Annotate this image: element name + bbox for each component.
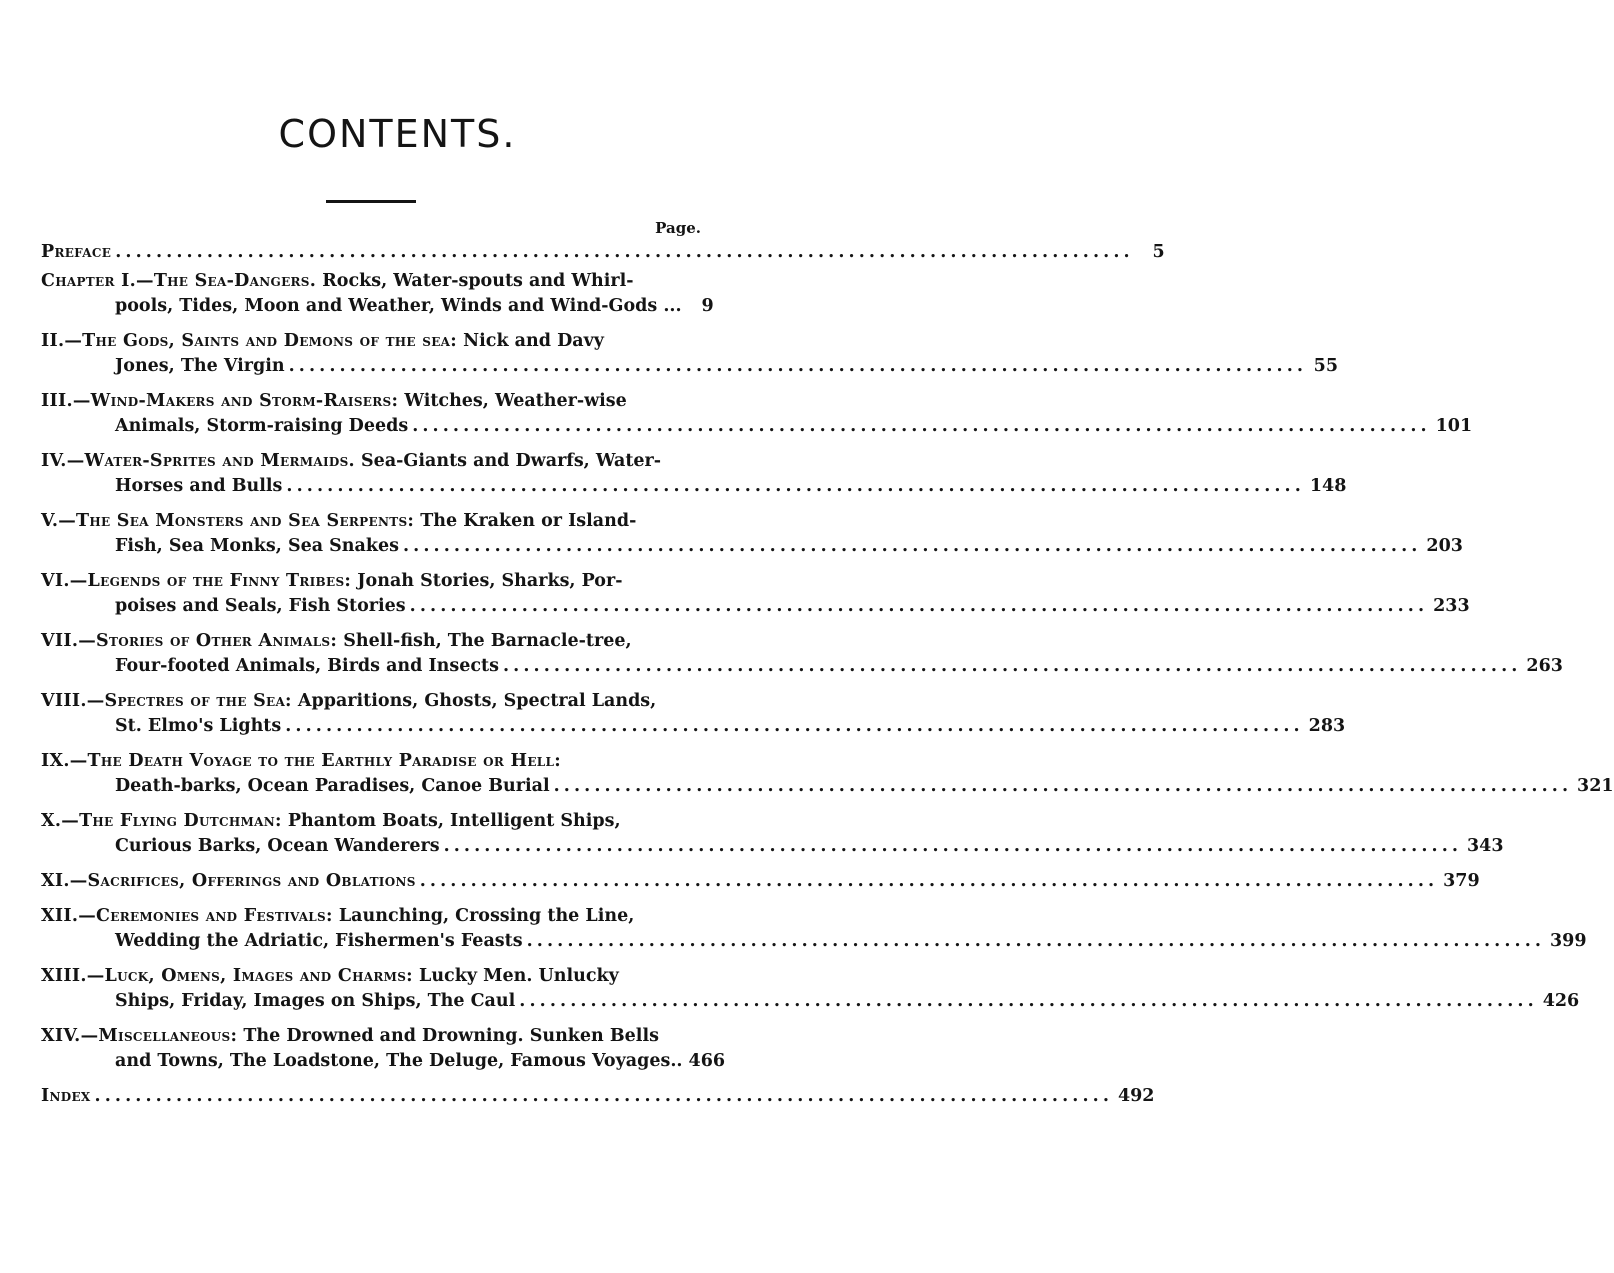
toc-entry-chapter-1 [41,269,714,319]
toc-entry-chapter-14 [41,1024,726,1074]
dot-leader [285,354,1306,379]
entry-text: Phantom Boats, Intelligent Ships, [281,811,621,831]
dot-leader [440,834,1461,859]
page-number: 263 [1526,656,1563,676]
entry-heading: II.—The Gods, Saints and Demons of the sea: [41,331,458,351]
entry-heading: III.—Wind-Makers and Storm-Raisers: [41,391,399,411]
entry-heading: Preface [41,242,112,262]
entry-text: Witches, Weather-wise [398,391,627,411]
toc-entry-chapter-4 [41,449,1347,499]
page-number: 399 [1550,931,1587,951]
page-number: 148 [1309,476,1347,496]
entry-continuation: pools, Tides, Moon and Weather, Winds and Wind-Gods ... [115,296,682,316]
entry-continuation: Jones, The Virgin [115,356,285,376]
dot-leader [515,989,1536,1014]
toc-entry-chapter-8 [41,689,1346,739]
entry-text: Shell-fish, The Barnacle-tree, [337,631,632,651]
entry-heading: XI.—Sacrifices, Offerings and Oblations [41,871,416,891]
dot-leader [408,414,1429,439]
toc-entry-chapter-6 [41,569,1470,619]
entry-text: Nick and Davy [457,331,604,351]
page-number: 233 [1433,596,1470,616]
entry-text: Launching, Crossing the Line, [332,906,635,926]
entry-text: Apparitions, Ghosts, Spectral Lands, [291,691,657,711]
dot-leader [416,869,1437,894]
entry-continuation: poises and Seals, Fish Stories [115,596,406,616]
entry-heading: Index [41,1086,91,1106]
entry-continuation: Four-footed Animals, Birds and Insects [115,656,499,676]
toc-entry-chapter-12 [41,904,1587,954]
dot-leader [550,774,1571,799]
page-number: 9 [701,296,714,316]
entry-continuation: Fish, Sea Monks, Sea Snakes [115,536,399,556]
dot-leader [91,1084,1112,1109]
dot-leader [111,240,1132,265]
page-number: 492 [1117,1086,1155,1106]
dot-leader [282,474,1303,499]
dot-leader [523,929,1544,954]
entry-heading: XII.—Ceremonies and Festivals: [41,906,333,926]
entry-continuation: Wedding the Adriatic, Fishermen's Feasts [115,931,523,951]
toc-entry-chapter-11 [41,869,1480,894]
page-column-header: Page. [655,219,701,237]
entry-continuation: St. Elmo's Lights [115,716,282,736]
page-title: CONTENTS. [278,112,517,156]
toc-entry-chapter-3 [41,389,1473,439]
dot-leader [399,534,1420,559]
page-number: 55 [1313,356,1338,376]
entry-text: The Kraken or Island- [414,511,637,531]
page-number: 379 [1443,871,1480,891]
table-of-contents [41,240,1614,1119]
page-number: 466 [688,1051,726,1071]
entry-heading: VII.—Stories of Other Animals: [41,631,338,651]
dot-leader [281,714,1302,739]
toc-entry-chapter-9 [41,749,1614,799]
page-number: 426 [1542,991,1580,1011]
entry-text: Lucky Men. Unlucky [412,966,619,986]
entry-continuation: and Towns, The Loadstone, The Deluge, Famous Voyages.. [115,1051,683,1071]
entry-heading: X.—The Flying Dutchman: [41,811,282,831]
entry-text: Sea-Giants and Dwarfs, Water- [354,451,662,471]
title-divider [326,200,416,203]
toc-entry-index [41,1084,1155,1109]
entry-text: Rocks, Water-spouts and Whirl- [316,271,634,291]
dot-leader [406,594,1427,619]
toc-entry-chapter-7 [41,629,1563,679]
toc-entry-chapter-13 [41,964,1580,1014]
entry-heading: XIII.—Luck, Omens, Images and Charms: [41,966,413,986]
entry-heading: VI.—Legends of the Finny Tribes: [41,571,352,591]
toc-entry-chapter-10 [41,809,1504,859]
entry-heading: IX.—The Death Voyage to the Earthly Paradise or Hell: [41,751,562,771]
entry-continuation: Horses and Bulls [115,476,283,496]
entry-continuation: Animals, Storm-raising Deeds [115,416,409,436]
entry-continuation: Curious Barks, Ocean Wanderers [115,836,440,856]
page-number: 5 [1152,242,1165,262]
page-number: 321 [1577,776,1614,796]
page-number: 343 [1466,836,1504,856]
toc-entry-chapter-2 [41,329,1338,379]
entry-continuation: Ships, Friday, Images on Ships, The Caul [115,991,516,1011]
page-number: 101 [1435,416,1473,436]
entry-text: The Drowned and Drowning. Sunken Bells [237,1026,659,1046]
toc-entry-chapter-5 [41,509,1463,559]
dot-leader [499,654,1520,679]
toc-entry-preface [41,240,1165,265]
entry-heading: VIII.—Spectres of the Sea: [41,691,292,711]
entry-heading: XIV.—Miscellaneous: [41,1026,238,1046]
entry-heading: Chapter I.—The Sea-Dangers. [41,271,317,291]
entry-heading: IV.—Water-Sprites and Mermaids. [41,451,355,471]
page-number: 283 [1308,716,1346,736]
page-number: 203 [1426,536,1463,556]
entry-continuation: Death-barks, Ocean Paradises, Canoe Burial [115,776,550,796]
entry-heading: V.—The Sea Monsters and Sea Serpents: [41,511,415,531]
entry-text: Jonah Stories, Sharks, Por- [351,571,623,591]
